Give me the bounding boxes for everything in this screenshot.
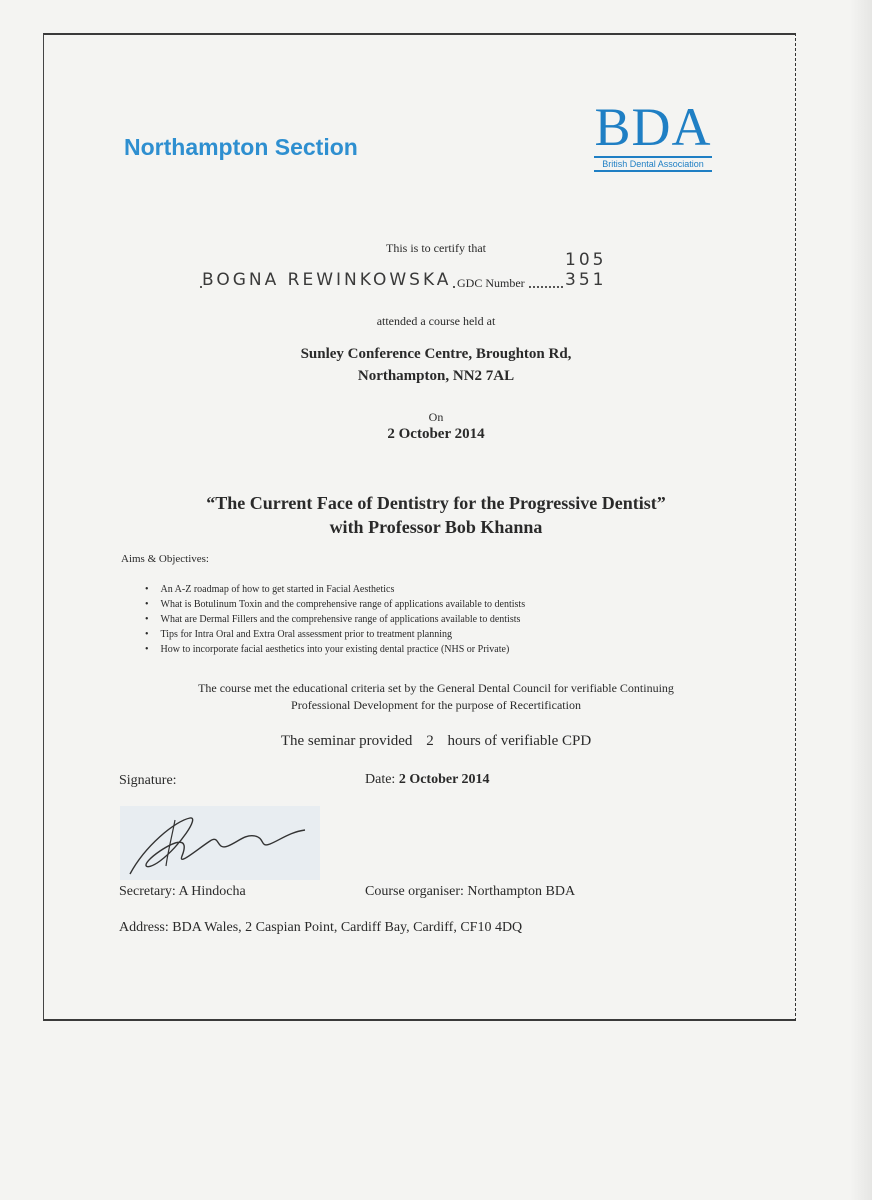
date-line xyxy=(365,772,490,788)
recipient-line xyxy=(200,250,655,292)
venue-line2: Northampton, NN2 7AL xyxy=(357,368,515,384)
date-value: 2 October 2014 xyxy=(398,772,490,787)
venue-line1: Sunley Conference Centre, Broughton Rd, xyxy=(300,346,572,362)
course-title: “The Current Face of Dentistry for the Progressive Dentist” xyxy=(206,493,666,513)
presenter: with Professor Bob Khanna xyxy=(329,517,543,537)
gdc-label: GDC Number xyxy=(457,276,525,290)
criteria-line1: The course met the educational criteria set by the General Dental Council for verifiable Continuing xyxy=(198,681,674,695)
secretary: Secretary: A Hindocha xyxy=(119,884,246,899)
cpd-hours: 2 xyxy=(426,733,434,749)
list-item: • What is Botulinum Toxin and the comprehensive range of applications available to dentists xyxy=(145,597,525,612)
address: Address: BDA Wales, 2 Caspian Point, Cardiff Bay, Cardiff, CF10 4DQ xyxy=(119,920,523,935)
list-item: • Tips for Intra Oral and Extra Oral assessment prior to treatment planning xyxy=(145,627,525,642)
signature xyxy=(120,806,320,880)
list-item: • An A-Z roadmap of how to get started in Facial Aesthetics xyxy=(145,582,525,597)
course-date: 2 October 2014 xyxy=(387,426,485,442)
attended-text: attended a course held at xyxy=(376,314,496,328)
on-label: On xyxy=(428,410,444,424)
criteria-line2: Professional Development for the purpose of Recertification xyxy=(291,698,581,712)
cpd-statement xyxy=(0,733,872,750)
section-title: Northampton Section xyxy=(124,134,358,160)
objectives-list xyxy=(145,582,525,657)
date-label: Date: xyxy=(365,772,396,787)
recipient-name: BOGNA REWINKOWSKA xyxy=(202,270,452,290)
cpd-prefix: The seminar provided xyxy=(280,733,413,749)
list-item: • How to incorporate facial aesthetics into your existing dental practice (NHS or Private) xyxy=(145,642,525,657)
list-item: • What are Dermal Fillers and the comprehensive range of applications available to dentists xyxy=(145,612,525,627)
aims-label: Aims & Objectives: xyxy=(121,553,209,565)
gdc-number: 105 351 xyxy=(565,250,655,290)
course-organiser: Course organiser: Northampton BDA xyxy=(365,884,576,899)
signature-scribble xyxy=(120,806,320,880)
logo-subtitle: British Dental Association xyxy=(594,156,712,172)
certify-text: This is to certify that xyxy=(386,241,486,255)
cpd-suffix: hours of verifiable CPD xyxy=(447,733,592,749)
bda-logo xyxy=(594,97,712,172)
signature-label: Signature: xyxy=(119,773,177,788)
logo-text: BDA xyxy=(594,97,712,157)
page-edge xyxy=(850,0,872,1200)
